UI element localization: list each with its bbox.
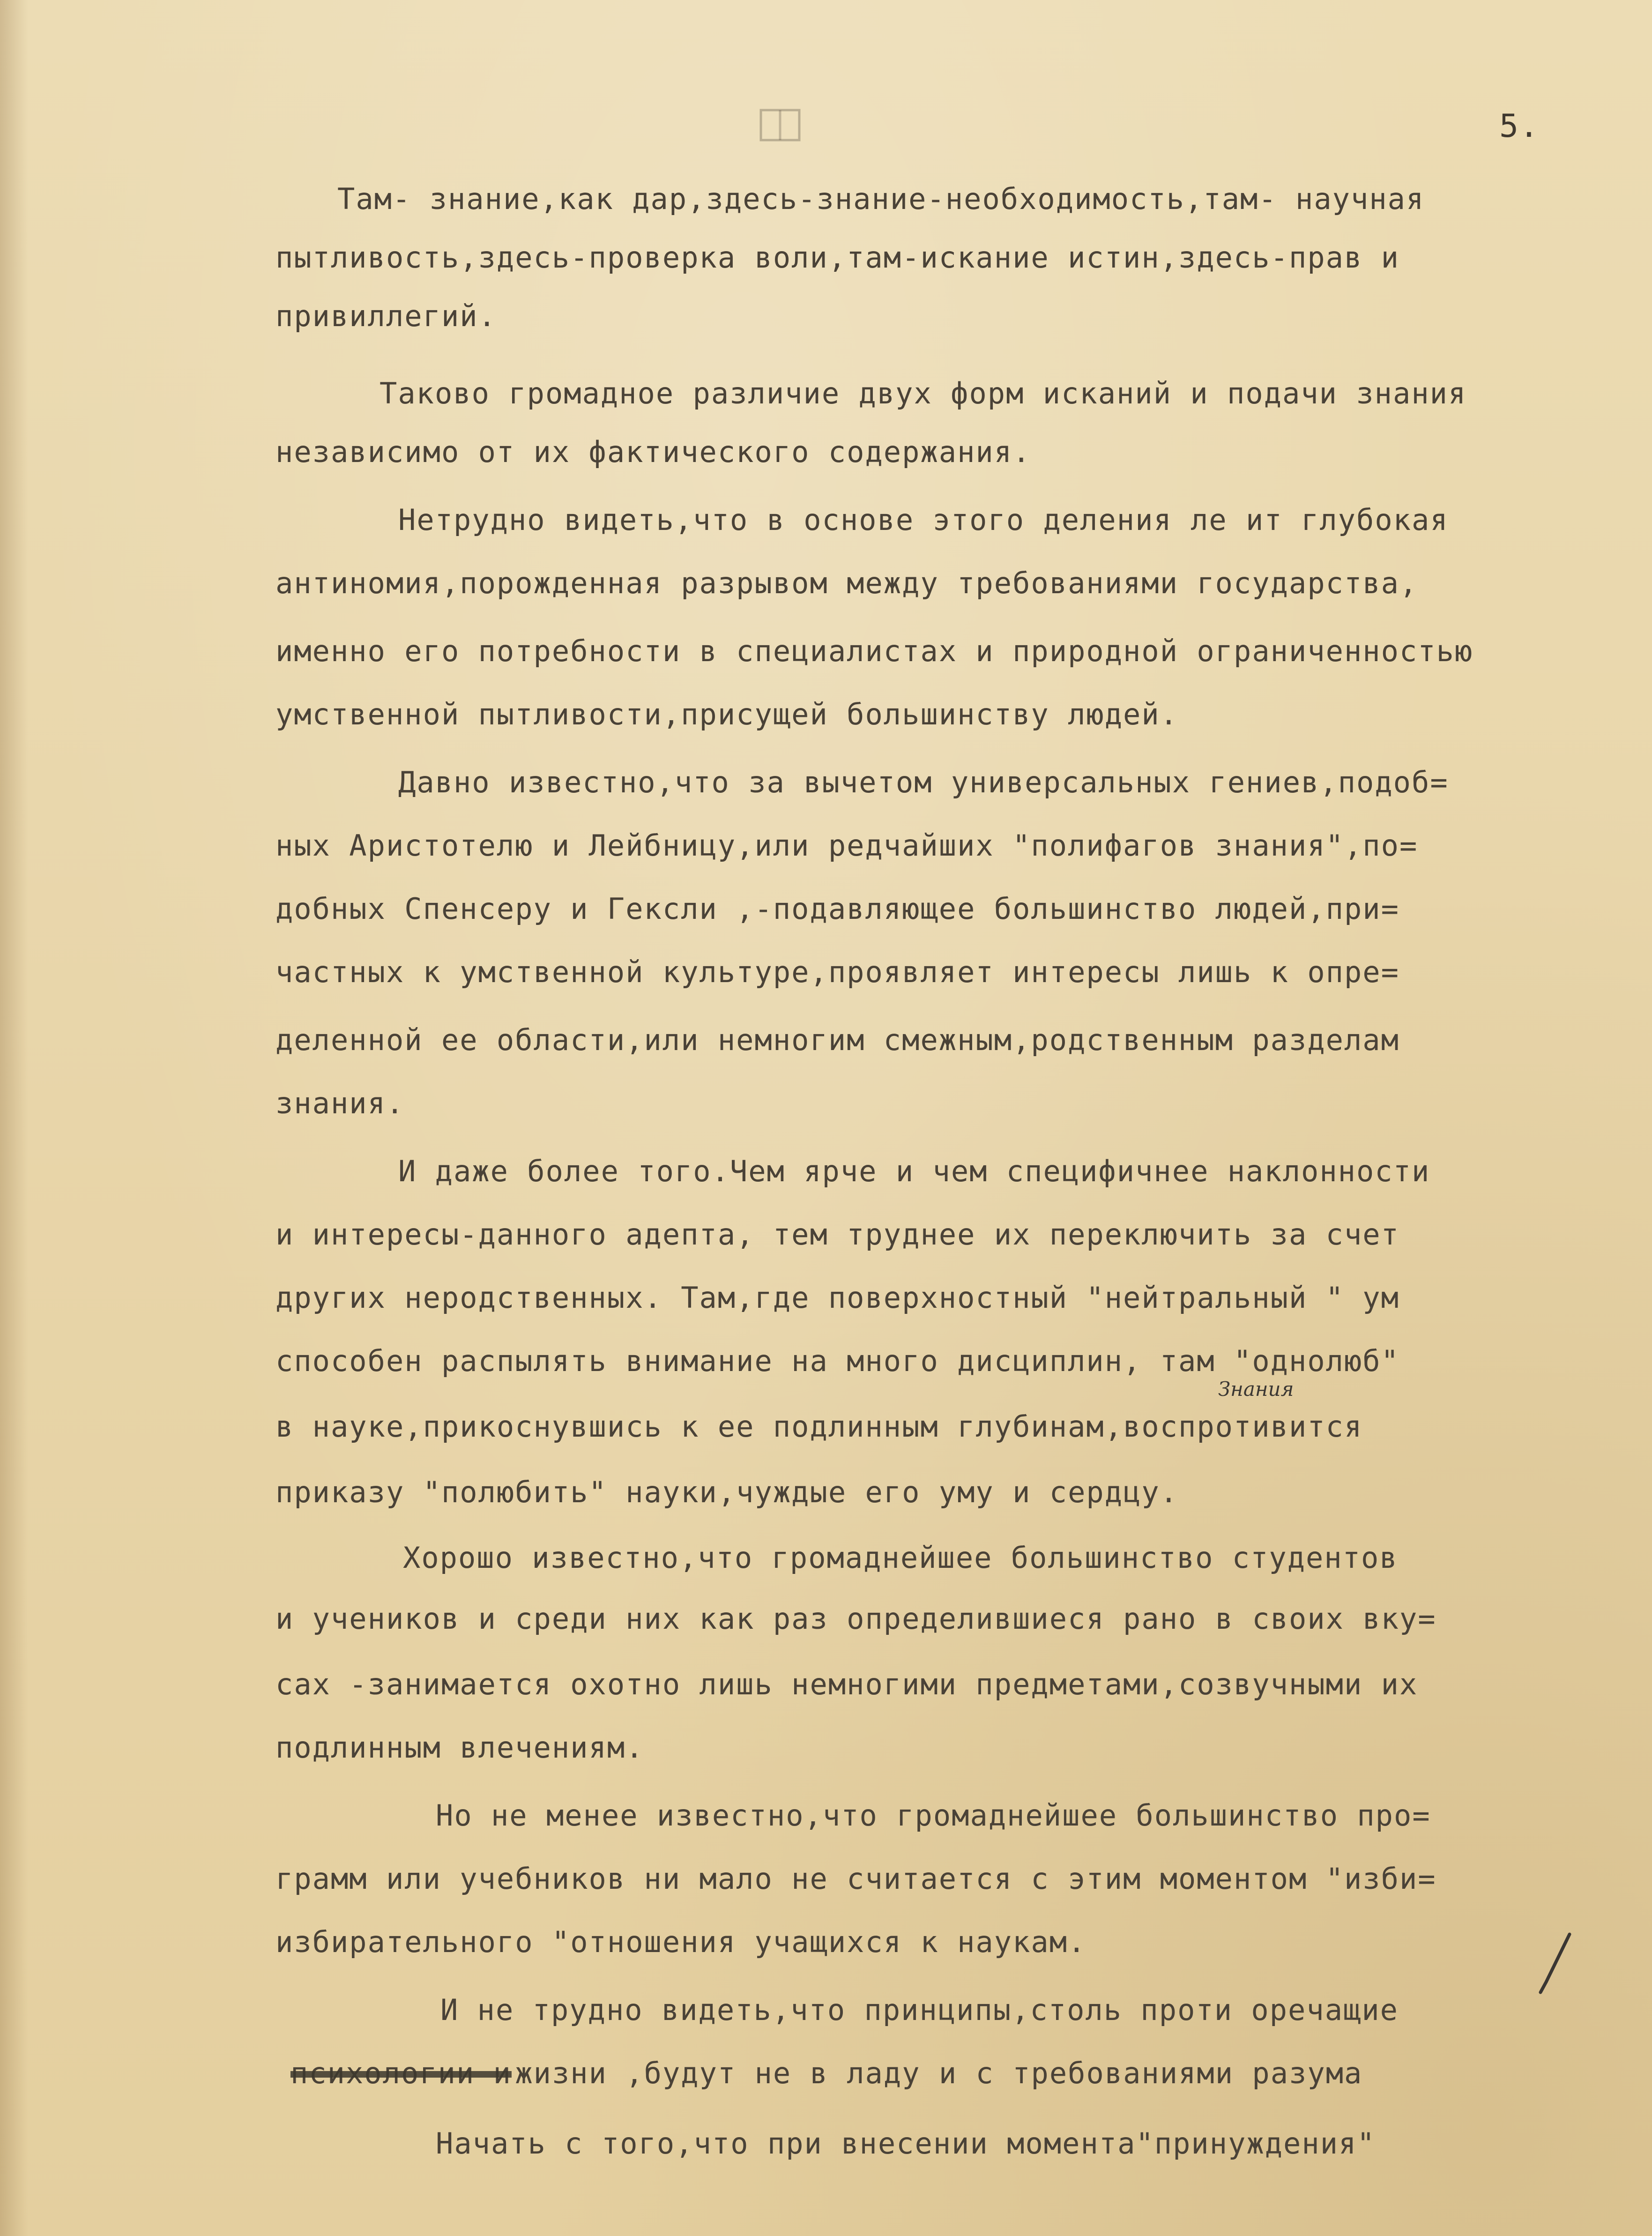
text-line-31: Начать с того,что при внесении момента"принуждения" xyxy=(436,2126,1376,2161)
text-line-11: ных Аристотелю и Лейбницу,или редчайших "полифагов знания",по= xyxy=(275,828,1418,863)
text-line-18: других неродственных. Там,где поверхностный "нейтральный " ум xyxy=(275,1281,1399,1315)
text-line-16: И даже более того.Чем ярче и чем специфичнее наклонности xyxy=(398,1154,1430,1188)
text-line-27: грамм или учебников ни мало не считается с этим моментом "изби= xyxy=(275,1862,1436,1896)
text-line-17: и интересы-данного адепта, тем труднее их переключить за счет xyxy=(275,1217,1399,1252)
text-line-13: частных к умственной культуре,проявляет интересы лишь к опре= xyxy=(275,955,1399,989)
text-line-28: избирательного "отношения учащихся к наукам. xyxy=(275,1925,1086,1959)
text-line-3: привиллегий. xyxy=(275,299,497,333)
text-line-25: подлинным влечениям. xyxy=(275,1730,644,1765)
text-line-14: деленной ее области,или немногим смежным,родственным разделам xyxy=(275,1023,1399,1057)
text-line-15: знания. xyxy=(275,1086,405,1120)
text-line-1: Там- знание,как дар,здесь-знание-необходимость,там- научная xyxy=(337,182,1425,216)
text-line-7: антиномия,порожденная разрывом между требованиями государства, xyxy=(275,566,1418,600)
text-line-30: жизни ,будут не в ладу и с требованиями разума xyxy=(497,2056,1363,2090)
text-line-19: способен распылять внимание на много дисциплин, там "однолюб" xyxy=(275,1344,1399,1378)
text-line-20: в науке,прикоснувшись к ее подлинным глубинам,воспротивится xyxy=(275,1409,1363,1444)
text-line-8: именно его потребности в специалистах и природной ограниченностью xyxy=(275,634,1473,668)
text-line-24: сах -занимается охотно лишь немногими предметами,созвучными их xyxy=(275,1667,1418,1701)
text-line-30-struck: психологии и xyxy=(290,2056,512,2090)
text-line-5: независимо от их фактического содержания. xyxy=(275,435,1031,469)
text-line-12: добных Спенсеру и Гексли ,-подавляющее большинство людей,при= xyxy=(275,892,1399,926)
text-line-6: Нетрудно видеть,что в основе этого деления ле ит глубокая xyxy=(398,503,1449,537)
text-line-9: умственной пытливости,присущей большинству людей. xyxy=(275,697,1179,731)
page-number: 5. xyxy=(1499,108,1540,145)
handwritten-insert: Знания xyxy=(1218,1378,1294,1401)
text-line-4: Таково громадное различие двух форм исканий и подачи знания xyxy=(380,376,1467,410)
faint-stamp-mark xyxy=(754,101,806,148)
text-line-2: пытливость,здесь-проверка воли,там-искание истин,здесь-прав и xyxy=(275,240,1399,275)
text-line-29: И не трудно видеть,что принципы,столь проти оречащие xyxy=(440,1993,1399,2027)
margin-pen-mark xyxy=(1532,1930,1574,1996)
text-line-26: Но не менее известно,что громаднейшее большинство про= xyxy=(436,1798,1431,1833)
text-line-10: Давно известно,что за вычетом универсальных гениев,подоб= xyxy=(398,765,1449,799)
text-line-23: и учеников и среди них как раз определившиеся рано в своих вку= xyxy=(275,1602,1436,1636)
text-line-21: приказу "полюбить" науки,чуждые его уму и сердцу. xyxy=(275,1475,1179,1509)
text-line-22: Хорошо известно,что громаднейшее большинство студентов xyxy=(403,1541,1398,1575)
